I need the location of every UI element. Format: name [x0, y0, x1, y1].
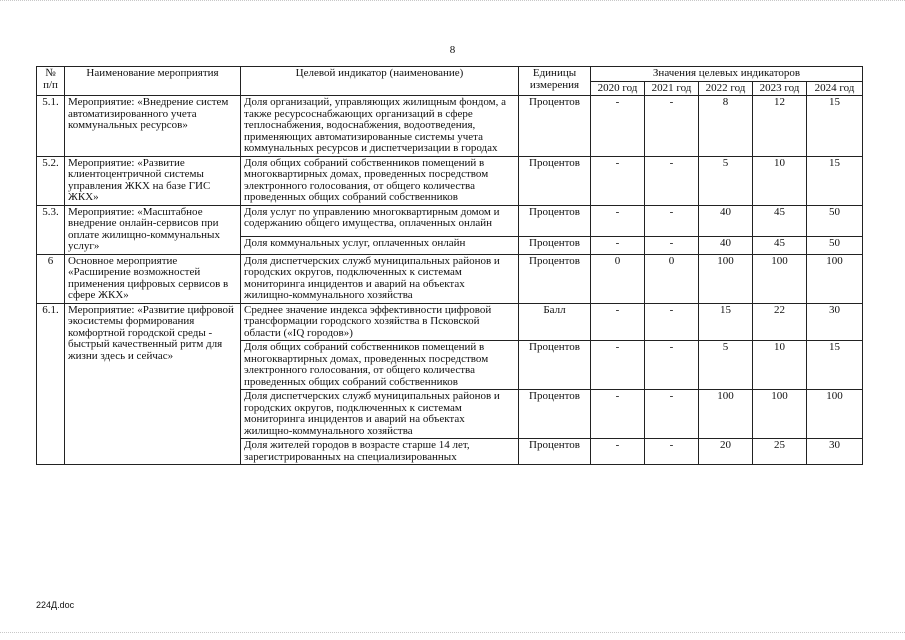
- row-number: 5.2.: [37, 156, 65, 205]
- value-2024: 50: [807, 236, 863, 254]
- table-row: [37, 303, 863, 341]
- value-2023: 25: [753, 439, 807, 465]
- activity-name: Основное мероприятие «Расширение возможностей применения цифровых сервисов в сфере ЖКХ»: [65, 254, 241, 303]
- value-2020: -: [591, 205, 645, 236]
- value-2022: 100: [699, 390, 753, 439]
- value-2022: 40: [699, 205, 753, 236]
- value-2023: 22: [753, 303, 807, 341]
- indicator-name: Доля коммунальных услуг, оплаченных онлайн: [241, 236, 519, 254]
- indicator-name: Доля диспетчерских служб муниципальных районов и городских округов, подключенных к системам мониторинга инцидентов и аварий на объектах жилищно-коммунального хозяйства: [241, 390, 519, 439]
- value-2024: 100: [807, 254, 863, 303]
- value-2024: 100: [807, 390, 863, 439]
- value-2021: 0: [645, 254, 699, 303]
- activity-name: Мероприятие: «Развитие цифровой экосистемы формирования комфортной городской среды - быстрый качественный ритм для жизни здесь и сейчас»: [65, 303, 241, 465]
- table-row: [37, 254, 863, 303]
- value-2022: 5: [699, 341, 753, 390]
- scan-edge-bottom: [0, 632, 905, 637]
- unit-cell: Балл: [519, 303, 591, 341]
- value-2020: -: [591, 96, 645, 157]
- header-name: Наименование мероприятия: [65, 67, 241, 96]
- value-2021: -: [645, 156, 699, 205]
- unit-cell: Процентов: [519, 236, 591, 254]
- table-row: [37, 156, 863, 205]
- table-row: [37, 205, 863, 236]
- row-number: 5.1.: [37, 96, 65, 157]
- indicator-name: Доля общих собраний собственников помещений в многоквартирных домах, проведенных посредством электронного голосования, от общего количества проведенных общих собраний собственников: [241, 156, 519, 205]
- header-values-group: Значения целевых индикаторов: [591, 67, 863, 82]
- indicator-name: Доля общих собраний собственников помещений в многоквартирных домах, проведенных посредством электронного голосования, от общего количества проведенных общих собраний собственников: [241, 341, 519, 390]
- header-indicator: Целевой индикатор (наименование): [241, 67, 519, 96]
- indicator-name: Среднее значение индекса эффективности цифровой трансформации городского хозяйства в Псковской области («IQ городов»): [241, 303, 519, 341]
- value-2021: -: [645, 205, 699, 236]
- value-2024: 30: [807, 439, 863, 465]
- value-2021: -: [645, 341, 699, 390]
- value-2022: 20: [699, 439, 753, 465]
- value-2022: 5: [699, 156, 753, 205]
- row-number: 5.3.: [37, 205, 65, 254]
- unit-cell: Процентов: [519, 156, 591, 205]
- value-2021: -: [645, 236, 699, 254]
- value-2020: -: [591, 303, 645, 341]
- header-year: 2023 год: [753, 81, 807, 96]
- header-year: 2020 год: [591, 81, 645, 96]
- header-year: 2021 год: [645, 81, 699, 96]
- indicator-name: Доля организаций, управляющих жилищным фондом, а также ресурсоснабжающих организаций в сфере теплоснабжения, водоснабжения, водоотведения, применяющих автоматизированные системы учета коммунальных ресурсов и диспетчеризации в городах: [241, 96, 519, 157]
- value-2021: -: [645, 390, 699, 439]
- indicator-name: Доля услуг по управлению многоквартирным домом и содержанию общего имущества, оплаченных онлайн: [241, 205, 519, 236]
- unit-cell: Процентов: [519, 341, 591, 390]
- value-2023: 45: [753, 205, 807, 236]
- value-2020: -: [591, 341, 645, 390]
- page-number: 8: [449, 44, 456, 56]
- row-number: 6.1.: [37, 303, 65, 465]
- header-num: № п/п: [37, 67, 65, 96]
- table-row: [37, 96, 863, 157]
- row-number: 6: [37, 254, 65, 303]
- footer-filename: 224Д.doc: [36, 600, 75, 610]
- value-2020: -: [591, 156, 645, 205]
- value-2023: 10: [753, 341, 807, 390]
- value-2023: 10: [753, 156, 807, 205]
- activity-name: Мероприятие: «Развитие клиентоцентричной системы управления ЖКХ на базе ГИС ЖКХ»: [65, 156, 241, 205]
- value-2021: -: [645, 439, 699, 465]
- value-2020: -: [591, 439, 645, 465]
- scan-edge-top: [0, 0, 905, 5]
- value-2021: -: [645, 96, 699, 157]
- value-2023: 100: [753, 390, 807, 439]
- value-2022: 100: [699, 254, 753, 303]
- value-2023: 45: [753, 236, 807, 254]
- value-2023: 100: [753, 254, 807, 303]
- value-2021: -: [645, 303, 699, 341]
- value-2022: 15: [699, 303, 753, 341]
- unit-cell: Процентов: [519, 205, 591, 236]
- activity-name: Мероприятие: «Масштабное внедрение онлайн-сервисов при оплате жилищно-коммунальных услуг»: [65, 205, 241, 254]
- value-2024: 15: [807, 96, 863, 157]
- activity-name: Мероприятие: «Внедрение систем автоматизированного учета коммунальных ресурсов»: [65, 96, 241, 157]
- value-2024: 30: [807, 303, 863, 341]
- value-2022: 40: [699, 236, 753, 254]
- value-2024: 50: [807, 205, 863, 236]
- unit-cell: Процентов: [519, 390, 591, 439]
- indicators-table: [36, 66, 863, 465]
- indicator-name: Доля диспетчерских служб муниципальных районов и городских округов, подключенных к системам мониторинга инцидентов и аварий на объектах жилищно-коммунального хозяйства: [241, 254, 519, 303]
- header-unit: Единицы измерения: [519, 67, 591, 96]
- value-2020: 0: [591, 254, 645, 303]
- value-2020: -: [591, 236, 645, 254]
- value-2023: 12: [753, 96, 807, 157]
- header-year: 2022 год: [699, 81, 753, 96]
- value-2024: 15: [807, 156, 863, 205]
- unit-cell: Процентов: [519, 96, 591, 157]
- value-2022: 8: [699, 96, 753, 157]
- unit-cell: Процентов: [519, 254, 591, 303]
- value-2020: -: [591, 390, 645, 439]
- unit-cell: Процентов: [519, 439, 591, 465]
- header-year: 2024 год: [807, 81, 863, 96]
- indicator-name: Доля жителей городов в возрасте старше 14 лет, зарегистрированных на специализированных: [241, 439, 519, 465]
- value-2024: 15: [807, 341, 863, 390]
